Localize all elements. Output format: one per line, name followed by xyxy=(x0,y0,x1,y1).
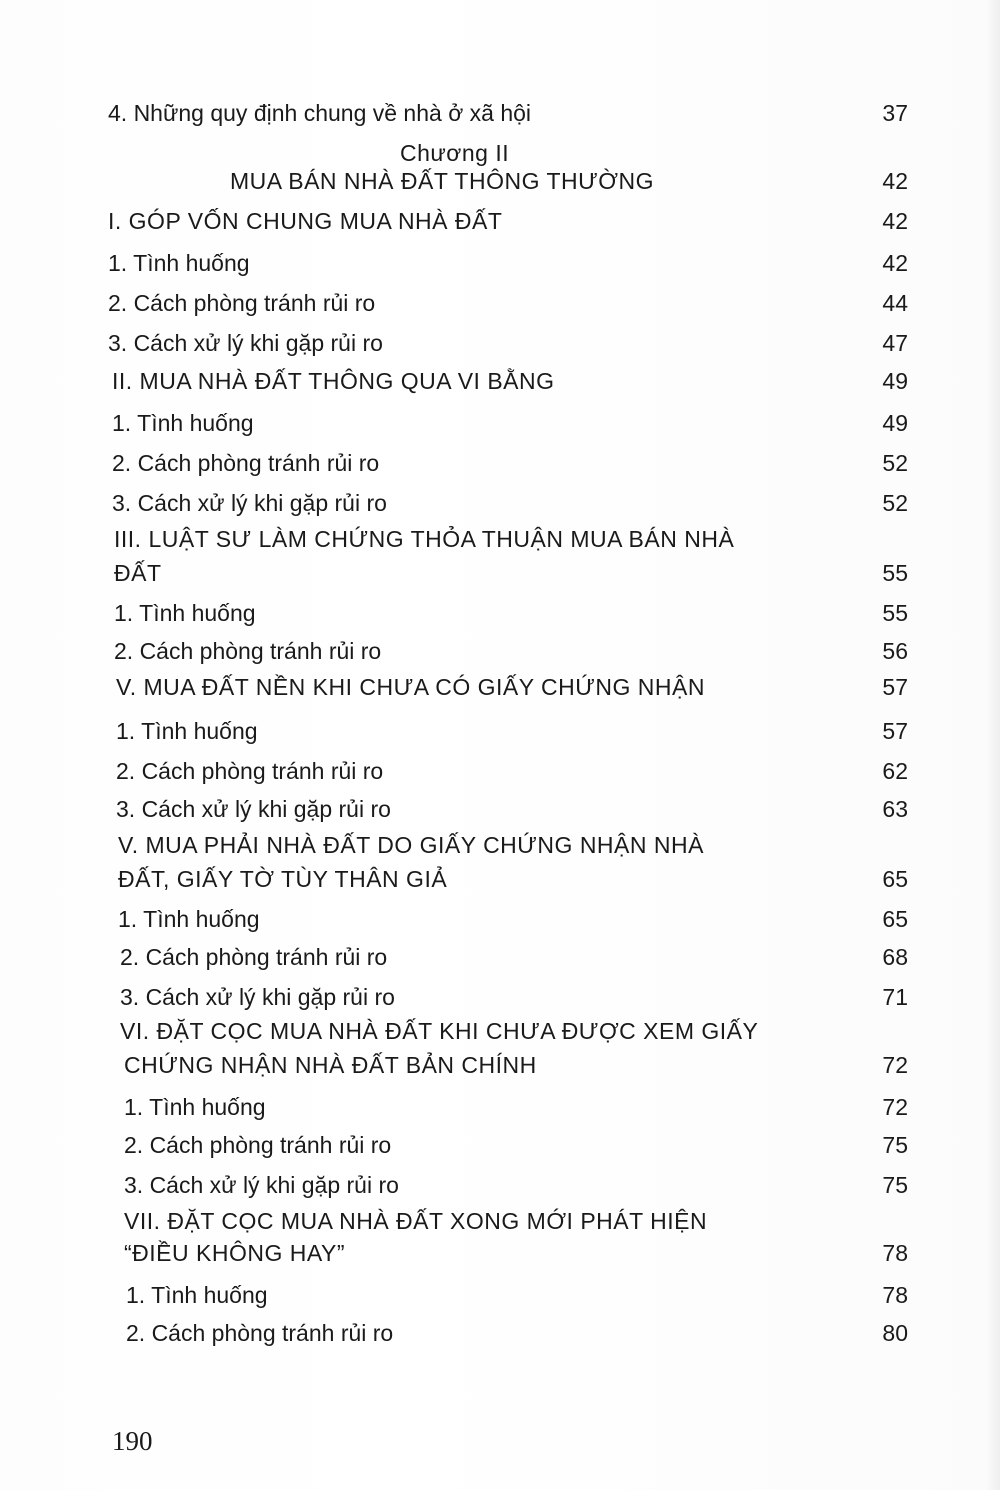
toc-entry-page: 72 xyxy=(882,1094,908,1120)
toc-entry-title: 3. Cách xử lý khi gặp rủi ro xyxy=(124,1172,399,1198)
toc-entry-page: 49 xyxy=(882,410,908,436)
toc-entry-page: 62 xyxy=(882,758,908,784)
toc-entry-page: 65 xyxy=(882,866,908,892)
toc-entry-page: 49 xyxy=(882,368,908,394)
toc-entry-title: 1. Tình huống xyxy=(118,906,260,932)
toc-entry-title: 3. Cách xử lý khi gặp rủi ro xyxy=(112,490,387,516)
toc-entry-title: 1. Tình huống xyxy=(126,1282,268,1308)
toc-entry-title: 3. Cách xử lý khi gặp rủi ro xyxy=(108,330,383,356)
toc-entry-page: 63 xyxy=(882,796,908,822)
toc-entry-title: 2. Cách phòng tránh rủi ro xyxy=(126,1320,394,1346)
toc-entry-title: V. MUA ĐẤT NỀN KHI CHƯA CÓ GIẤY CHỨNG NHẬN xyxy=(116,674,705,700)
toc-entry-title: MUA BÁN NHÀ ĐẤT THÔNG THƯỜNG xyxy=(230,168,654,194)
toc-entry-title: I. GÓP VỐN CHUNG MUA NHÀ ĐẤT xyxy=(108,208,503,234)
toc-entry-page: 42 xyxy=(882,250,908,276)
toc-entry-title: 1. Tình huống xyxy=(108,250,250,276)
toc-entry-page: 55 xyxy=(882,600,908,626)
toc-entry-title: 2. Cách phòng tránh rủi ro xyxy=(124,1132,392,1158)
toc-entry-page: 52 xyxy=(882,490,908,516)
toc-entry-page: 80 xyxy=(882,1320,908,1346)
toc-entry-page: 57 xyxy=(882,718,908,744)
toc-entry-page: 44 xyxy=(882,290,908,316)
toc-entry-page: 56 xyxy=(882,638,908,664)
toc-entry-title: CHỨNG NHẬN NHÀ ĐẤT BẢN CHÍNH xyxy=(124,1052,537,1078)
toc-entry-page: 57 xyxy=(882,674,908,700)
toc-entry-title: 2. Cách phòng tránh rủi ro xyxy=(116,758,384,784)
toc-entry-page: 37 xyxy=(882,100,908,126)
toc-entry-title: 1. Tình huống xyxy=(116,718,258,744)
toc-entry-title: 3. Cách xử lý khi gặp rủi ro xyxy=(120,984,395,1010)
toc-entry-page: 52 xyxy=(882,450,908,476)
chapter-number: Chương II xyxy=(400,140,510,166)
toc-entry-page: 72 xyxy=(882,1052,908,1078)
toc-entry-title: 4. Những quy định chung về nhà ở xã hội xyxy=(108,100,532,126)
toc-entry-title: V. MUA PHẢI NHÀ ĐẤT DO GIẤY CHỨNG NHẬN NHÀ xyxy=(118,832,704,858)
toc-entry-title: III. LUẬT SƯ LÀM CHỨNG THỎA THUẬN MUA BÁN NHÀ xyxy=(114,526,735,552)
toc-entry-title: “ĐIỀU KHÔNG HAY” xyxy=(124,1240,345,1266)
toc-entry-title: VI. ĐẶT CỌC MUA NHÀ ĐẤT KHI CHƯA ĐƯỢC XEM GIẤY xyxy=(120,1018,759,1044)
toc-entry-page: 55 xyxy=(882,560,908,586)
toc-entry-title: II. MUA NHÀ ĐẤT THÔNG QUA VI BẰNG xyxy=(112,368,555,394)
toc-entry-title: 2. Cách phòng tránh rủi ro xyxy=(108,290,376,316)
toc-entry-page: 65 xyxy=(882,906,908,932)
toc-entry-title: 1. Tình huống xyxy=(124,1094,266,1120)
page-number: 190 xyxy=(112,1426,153,1456)
toc-entry-title: 1. Tình huống xyxy=(114,600,256,626)
page-edge-shadow xyxy=(986,0,1000,1490)
toc-entry-title: ĐẤT xyxy=(114,560,162,586)
toc-entry-page: 78 xyxy=(882,1240,908,1266)
toc-entry-title: 2. Cách phòng tránh rủi ro xyxy=(120,944,388,970)
toc-entry-title: 2. Cách phòng tránh rủi ro xyxy=(112,450,380,476)
toc-entry-title: 1. Tình huống xyxy=(112,410,254,436)
toc-entry-page: 75 xyxy=(882,1172,908,1198)
toc-entry-title: 2. Cách phòng tránh rủi ro xyxy=(114,638,382,664)
toc-entry-title: VII. ĐẶT CỌC MUA NHÀ ĐẤT XONG MỚI PHÁT HIỆN xyxy=(124,1208,708,1234)
toc-entry-page: 47 xyxy=(882,330,908,356)
toc-entry-page: 42 xyxy=(882,208,908,234)
toc-entry-title: 3. Cách xử lý khi gặp rủi ro xyxy=(116,796,391,822)
toc-entry-page: 75 xyxy=(882,1132,908,1158)
toc-entry-title: ĐẤT, GIẤY TỜ TÙY THÂN GIẢ xyxy=(118,866,448,892)
toc-entry-page: 68 xyxy=(882,944,908,970)
toc-entry-page: 78 xyxy=(882,1282,908,1308)
toc-entry-page: 71 xyxy=(882,984,908,1010)
toc-entry-page: 42 xyxy=(882,168,908,194)
